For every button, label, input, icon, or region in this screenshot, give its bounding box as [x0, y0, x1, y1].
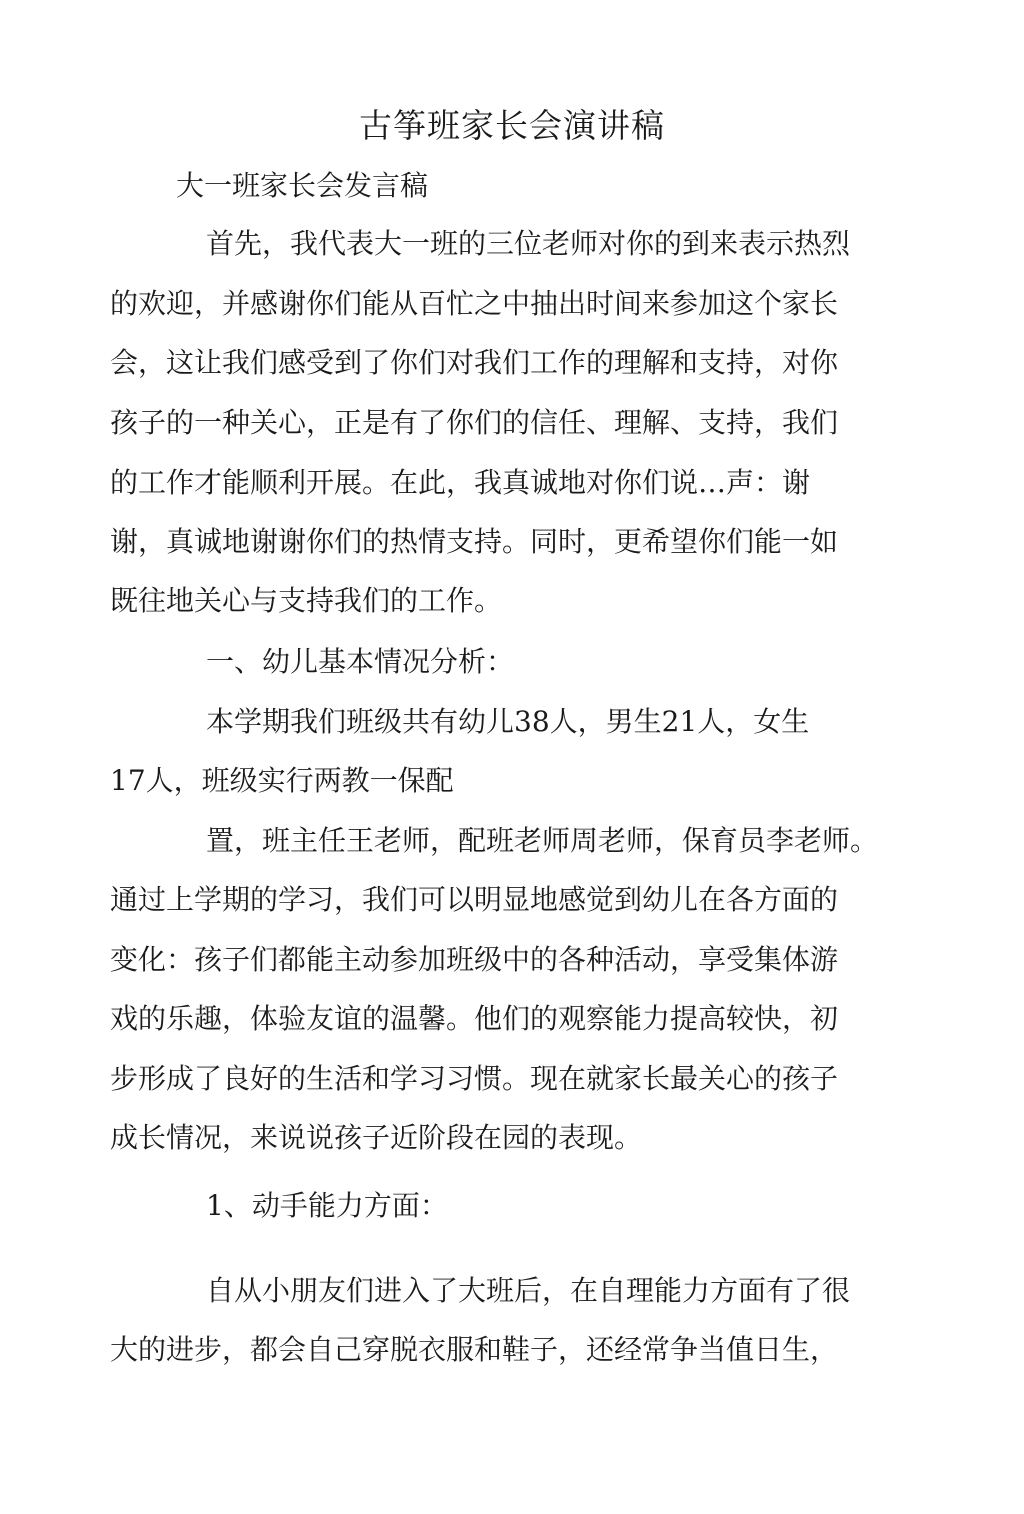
paragraph-line: 成长情况，来说说孩子近阶段在园的表现。 — [110, 1121, 643, 1154]
paragraph-line: 变化：孩子们都能主动参加班级中的各种活动，享受集体游 — [110, 943, 839, 976]
paragraph-line: 首先，我代表大一班的三位老师对你的到来表示热烈 — [206, 227, 851, 260]
section-heading: 1、动手能力方面： — [206, 1189, 448, 1222]
paragraph-line: 谢，真诚地谢谢你们的热情支持。同时，更希望你们能一如 — [110, 525, 839, 558]
paragraph-line: 置，班主任王老师，配班老师周老师，保育员李老师。 — [206, 824, 879, 857]
paragraph-line: 自从小朋友们进入了大班后，在自理能力方面有了很 — [206, 1274, 851, 1307]
paragraph-line: 通过上学期的学习，我们可以明显地感觉到幼儿在各方面的 — [110, 883, 839, 916]
paragraph-line: 会，这让我们感受到了你们对我们工作的理解和支持，对你 — [110, 346, 839, 379]
paragraph-line: 步形成了良好的生活和学习习惯。现在就家长最关心的孩子 — [110, 1062, 839, 1095]
paragraph-line: 大的进步，都会自己穿脱衣服和鞋子，还经常争当值日生， — [110, 1333, 839, 1366]
paragraph-line: 本学期我们班级共有幼儿38人，男生21人，女生 — [206, 705, 810, 738]
document-title: 古筝班家长会演讲稿 — [359, 106, 665, 145]
document-subtitle: 大一班家长会发言稿 — [176, 169, 429, 202]
paragraph-line: 孩子的一种关心，正是有了你们的信任、理解、支持，我们 — [110, 406, 839, 439]
section-heading: 一、幼儿基本情况分析： — [206, 645, 515, 678]
paragraph-line: 既往地关心与支持我们的工作。 — [110, 584, 503, 617]
paragraph-line: 17人，班级实行两教一保配 — [110, 764, 454, 797]
paragraph-line: 的欢迎，并感谢你们能从百忙之中抽出时间来参加这个家长 — [110, 287, 839, 320]
paragraph-line: 戏的乐趣，体验友谊的温馨。他们的观察能力提高较快，初 — [110, 1002, 839, 1035]
paragraph-line: 的工作才能顺利开展。在此，我真诚地对你们说…声：谢 — [110, 466, 811, 499]
